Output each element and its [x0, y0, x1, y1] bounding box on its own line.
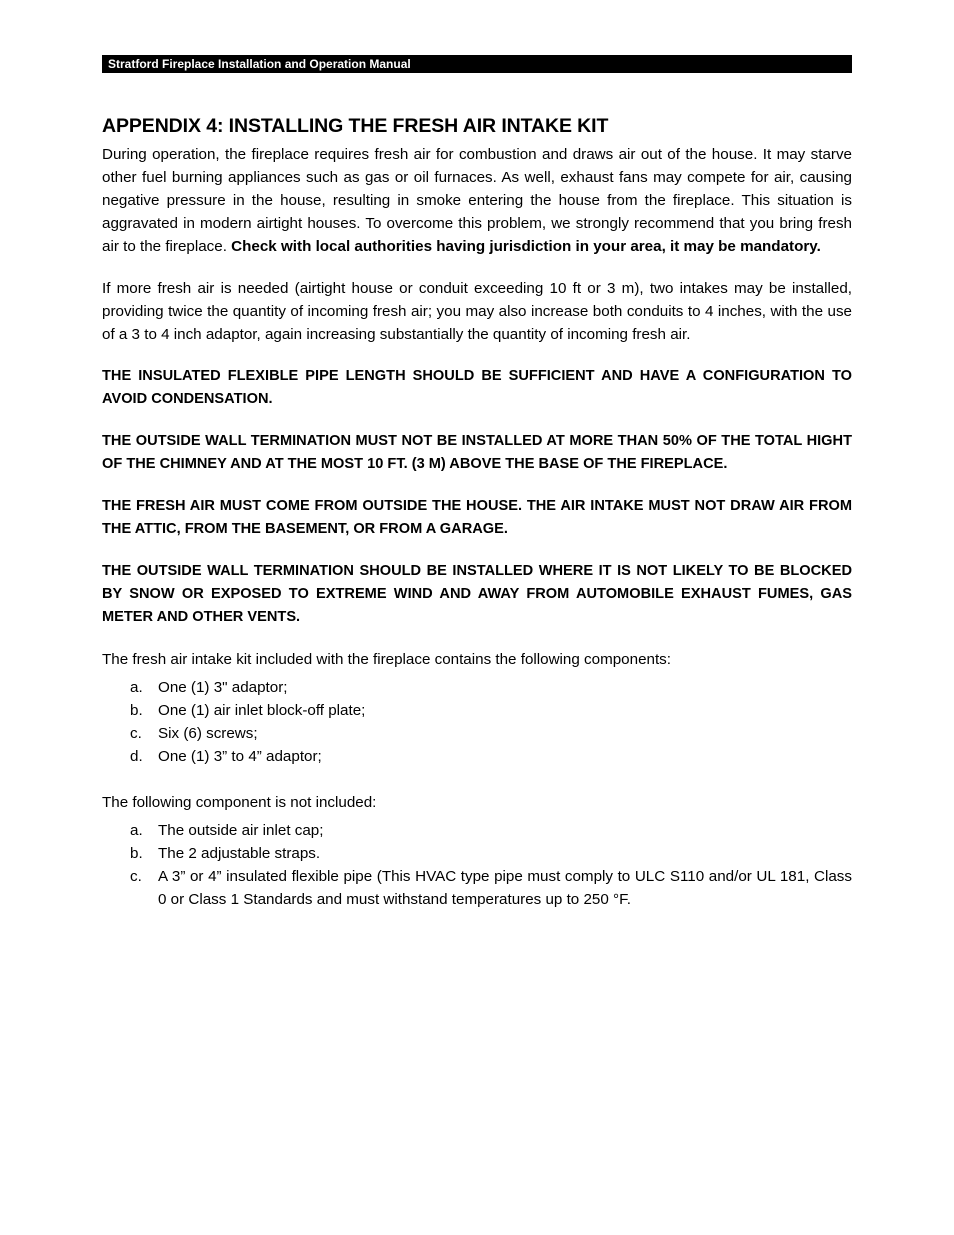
- list-marker: c.: [130, 725, 142, 742]
- intro-text: During operation, the fireplace requires fresh air for combustion and draws air out of the house. It may starve other fuel burning appliances such as gas or oil furnaces. As well, exhaust fans may compete for air, causing negative pressure in the house, resulting in smoke entering the house from the fireplace. This situation is aggravated in modern airtight houses. To overcome this problem, we strongly recommend that you bring fresh air to the fireplace.: [102, 146, 852, 255]
- list-marker: a.: [130, 822, 143, 839]
- not-included-intro: The following component is not included:: [102, 794, 377, 811]
- list-marker: a.: [130, 679, 143, 696]
- list-item: [102, 676, 852, 699]
- list-item-text: One (1) 3" adaptor;: [158, 679, 288, 696]
- list-item-text: One (1) 3” to 4” adaptor;: [158, 748, 322, 765]
- list-item-text: One (1) air inlet block-off plate;: [158, 702, 366, 719]
- list-item: [102, 699, 852, 722]
- running-header: [102, 55, 852, 73]
- warning-condensation: THE INSULATED FLEXIBLE PIPE LENGTH SHOULD BE SUFFICIENT AND HAVE A CONFIGURATION TO AVOID CONDENSATION.: [102, 368, 852, 407]
- list-item-text: A 3” or 4” insulated flexible pipe (This HVAC type pipe must comply to ULC S110 and/or UL 181, Class 0 or Class 1 Standards and must withstand temperatures up to 250 °F.: [158, 868, 852, 908]
- list-item: [102, 722, 852, 745]
- list-item-text: The outside air inlet cap;: [158, 822, 324, 839]
- included-list: [102, 676, 852, 768]
- list-item: [102, 819, 852, 842]
- warning-termination-height: THE OUTSIDE WALL TERMINATION MUST NOT BE INSTALLED AT MORE THAN 50% OF THE TOTAL HIGHT OF THE CHIMNEY AND AT THE MOST 10 FT. (3 M) ABOVE THE BASE OF THE FIREPLACE.: [102, 433, 852, 472]
- list-item: [102, 745, 852, 768]
- list-item: [102, 865, 852, 911]
- list-marker: d.: [130, 748, 143, 765]
- running-header-title: Stratford Fireplace Installation and Operation Manual: [108, 57, 411, 71]
- page-content: [102, 112, 852, 934]
- list-marker: b.: [130, 702, 143, 719]
- list-marker: b.: [130, 845, 143, 862]
- more-air-paragraph: If more fresh air is needed (airtight house or conduit exceeding 10 ft or 3 m), two intakes may be installed, providing twice the quantity of incoming fresh air; you may also increase both conduits to 4 inches, with the use of a 3 to 4 inch adaptor, again increasing substantially the quantity of incoming fresh air.: [102, 280, 852, 343]
- warning-termination-location: THE OUTSIDE WALL TERMINATION SHOULD BE INSTALLED WHERE IT IS NOT LIKELY TO BE BLOCKED BY SNOW OR EXPOSED TO EXTREME WIND AND AWAY FROM AUTOMOBILE EXHAUST FUMES, GAS METER AND OTHER VENTS.: [102, 563, 852, 625]
- list-item: [102, 842, 852, 865]
- not-included-list: [102, 819, 852, 911]
- list-item-text: The 2 adjustable straps.: [158, 845, 321, 862]
- intro-paragraph: [102, 143, 852, 258]
- intro-bold-text: Check with local authorities having jurisdiction in your area, it may be mandatory.: [231, 238, 821, 255]
- warning-air-source: THE FRESH AIR MUST COME FROM OUTSIDE THE HOUSE. THE AIR INTAKE MUST NOT DRAW AIR FROM THE ATTIC, FROM THE BASEMENT, OR FROM A GARAGE.: [102, 498, 852, 537]
- list-marker: c.: [130, 868, 142, 885]
- list-item-text: Six (6) screws;: [158, 725, 258, 742]
- appendix-heading: APPENDIX 4: INSTALLING THE FRESH AIR INTAKE KIT: [102, 115, 609, 137]
- included-intro: The fresh air intake kit included with the fireplace contains the following components:: [102, 651, 671, 668]
